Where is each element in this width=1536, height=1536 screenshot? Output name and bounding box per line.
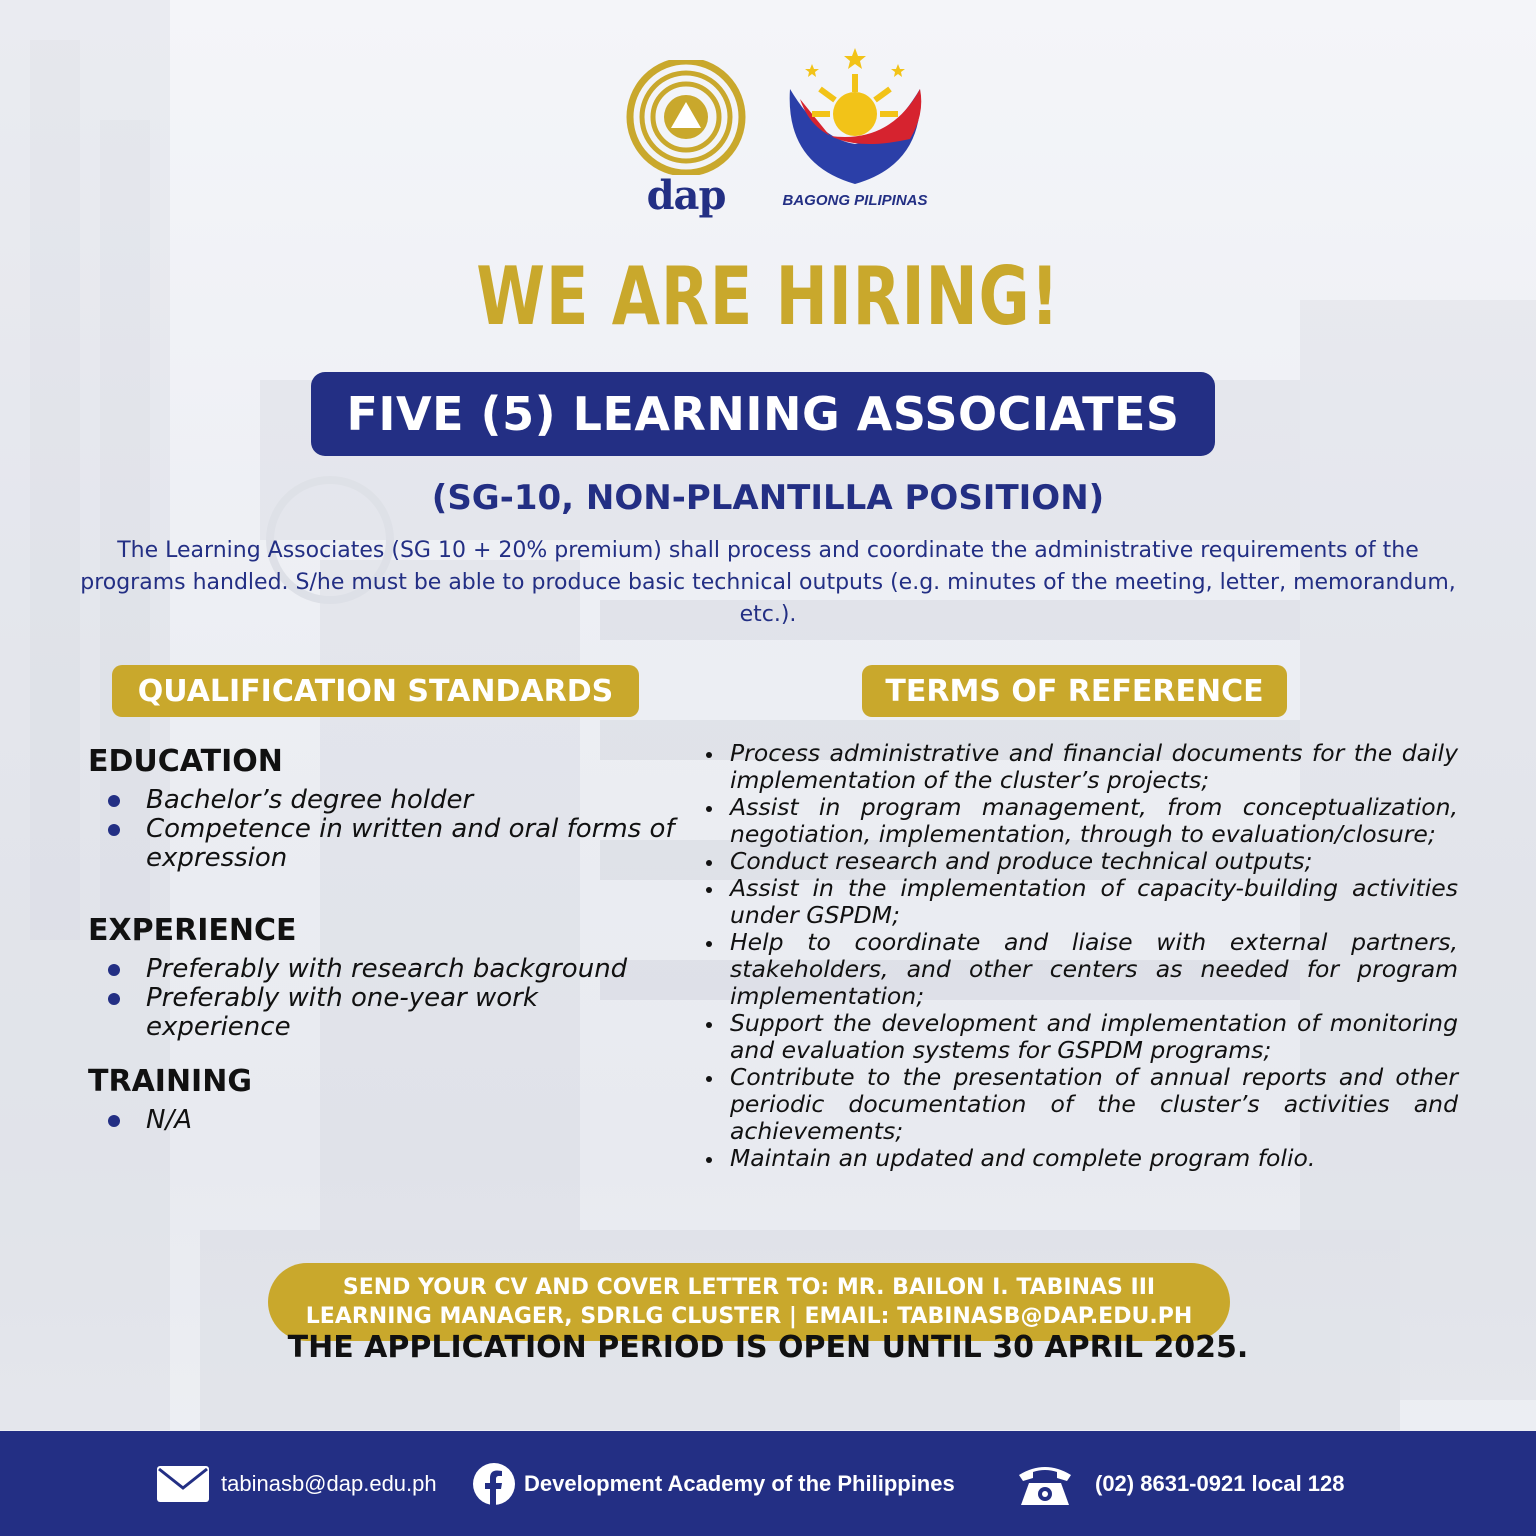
bullet-icon [706, 860, 712, 866]
qualification-heading-label: QUALIFICATION STANDARDS [137, 673, 614, 709]
bullet-icon [706, 887, 712, 893]
bullet-icon [108, 964, 120, 976]
training-heading: TRAINING [88, 1064, 252, 1099]
list-item-text: Preferably with research background [146, 954, 628, 984]
training-list [88, 1106, 678, 1135]
list-item-text: Support the development and implementation of monitoring and evaluation systems for GSPDM programs; [730, 1009, 1458, 1064]
qualification-standards-heading [112, 665, 639, 717]
bagong-pilipinas-emblem-icon [760, 44, 950, 194]
facebook-icon [472, 1462, 516, 1506]
position-subtitle: (SG-10, NON-PLANTILLA POSITION) [431, 478, 1105, 518]
footer-phone-text: (02) 8631-0921 local 128 [1095, 1470, 1345, 1496]
list-item-text: Bachelor’s degree holder [146, 785, 474, 815]
experience-list [88, 955, 678, 1042]
send-cv-line2: LEARNING MANAGER, SDRLG CLUSTER | EMAIL: TABINASB@DAP.EDU.PH [305, 1304, 1193, 1329]
headline: WE ARE HIRING! [476, 250, 1060, 343]
contact-footer [0, 1431, 1536, 1536]
bullet-icon [706, 752, 712, 758]
list-item [700, 848, 1458, 875]
list-item [88, 786, 678, 815]
list-item-text: Maintain an updated and complete program folio. [730, 1144, 1316, 1172]
footer-facebook-text: Development Academy of the Philippines [524, 1470, 955, 1496]
list-item-text: Assist in program management, from conceptualization, negotiation, implementation, through to evaluation/closure; [730, 793, 1458, 848]
list-item-text: Contribute to the presentation of annual reports and other periodic documentation of the cluster’s activities and achievements; [730, 1063, 1458, 1145]
list-item-text: Competence in written and oral forms of expression [146, 814, 675, 873]
list-item [700, 740, 1458, 794]
list-item-text: Process administrative and financial documents for the daily implementation of the cluster’s projects; [730, 739, 1458, 794]
list-item-text: Preferably with one-year work experience [146, 983, 538, 1042]
list-item [700, 1064, 1458, 1145]
bullet-icon [706, 1022, 712, 1028]
education-heading: EDUCATION [88, 744, 283, 779]
list-item [88, 984, 678, 1042]
bullet-icon [108, 795, 120, 807]
terms-of-reference [700, 740, 1458, 1172]
list-item [88, 1106, 678, 1135]
terms-of-reference-heading [862, 665, 1287, 717]
list-item-text: Help to coordinate and liaise with external partners, stakeholders, and other centers as needed for program implementation; [730, 928, 1458, 1010]
list-item-text: Assist in the implementation of capacity-building activities under GSPDM; [730, 874, 1458, 929]
envelope-icon [155, 1464, 211, 1504]
list-item-text: N/A [146, 1105, 192, 1135]
dap-emblem-icon [622, 60, 750, 175]
application-deadline: THE APPLICATION PERIOD IS OPEN UNTIL 30 APRIL 2025. [287, 1330, 1249, 1365]
position-title: FIVE (5) LEARNING ASSOCIATES [346, 387, 1180, 441]
bullet-icon [108, 824, 120, 836]
dap-logo [622, 60, 750, 222]
footer-facebook[interactable] [472, 1431, 955, 1536]
list-item [700, 794, 1458, 848]
bagong-pilipinas-wordmark: BAGONG PILIPINAS [782, 192, 928, 209]
footer-email[interactable] [155, 1431, 437, 1536]
bullet-icon [108, 1115, 120, 1127]
list-item [700, 875, 1458, 929]
list-item [700, 1010, 1458, 1064]
list-item [88, 815, 678, 873]
experience-heading: EXPERIENCE [88, 913, 297, 948]
list-item [88, 955, 678, 984]
education-list [88, 786, 678, 873]
list-item-text: Conduct research and produce technical outputs; [730, 847, 1313, 875]
bagong-pilipinas-logo [760, 44, 950, 214]
bullet-icon [706, 806, 712, 812]
position-title-banner [311, 372, 1215, 456]
send-cv-line1: SEND YOUR CV AND COVER LETTER TO: MR. BAILON I. TABINAS III [342, 1275, 1156, 1300]
terms-list [700, 740, 1458, 1172]
dap-wordmark: dap [646, 172, 726, 219]
footer-email-text: tabinasb@dap.edu.ph [221, 1470, 437, 1496]
telephone-icon [1015, 1461, 1075, 1507]
list-item [700, 929, 1458, 1010]
qualification-standards [88, 742, 678, 1135]
terms-heading-label: TERMS OF REFERENCE [885, 673, 1264, 709]
footer-phone[interactable] [1015, 1431, 1345, 1536]
list-item [700, 1145, 1458, 1172]
bullet-icon [706, 1076, 712, 1082]
bullet-icon [706, 1157, 712, 1163]
position-description: The Learning Associates (SG 10 + 20% premium) shall process and coordinate the administrative requirements of the programs handled. S/he must be able to produce basic technical outputs (e.g. minutes of the meeting, letter, memorandum, etc.). [80, 538, 1456, 627]
bullet-icon [706, 941, 712, 947]
bullet-icon [108, 993, 120, 1005]
